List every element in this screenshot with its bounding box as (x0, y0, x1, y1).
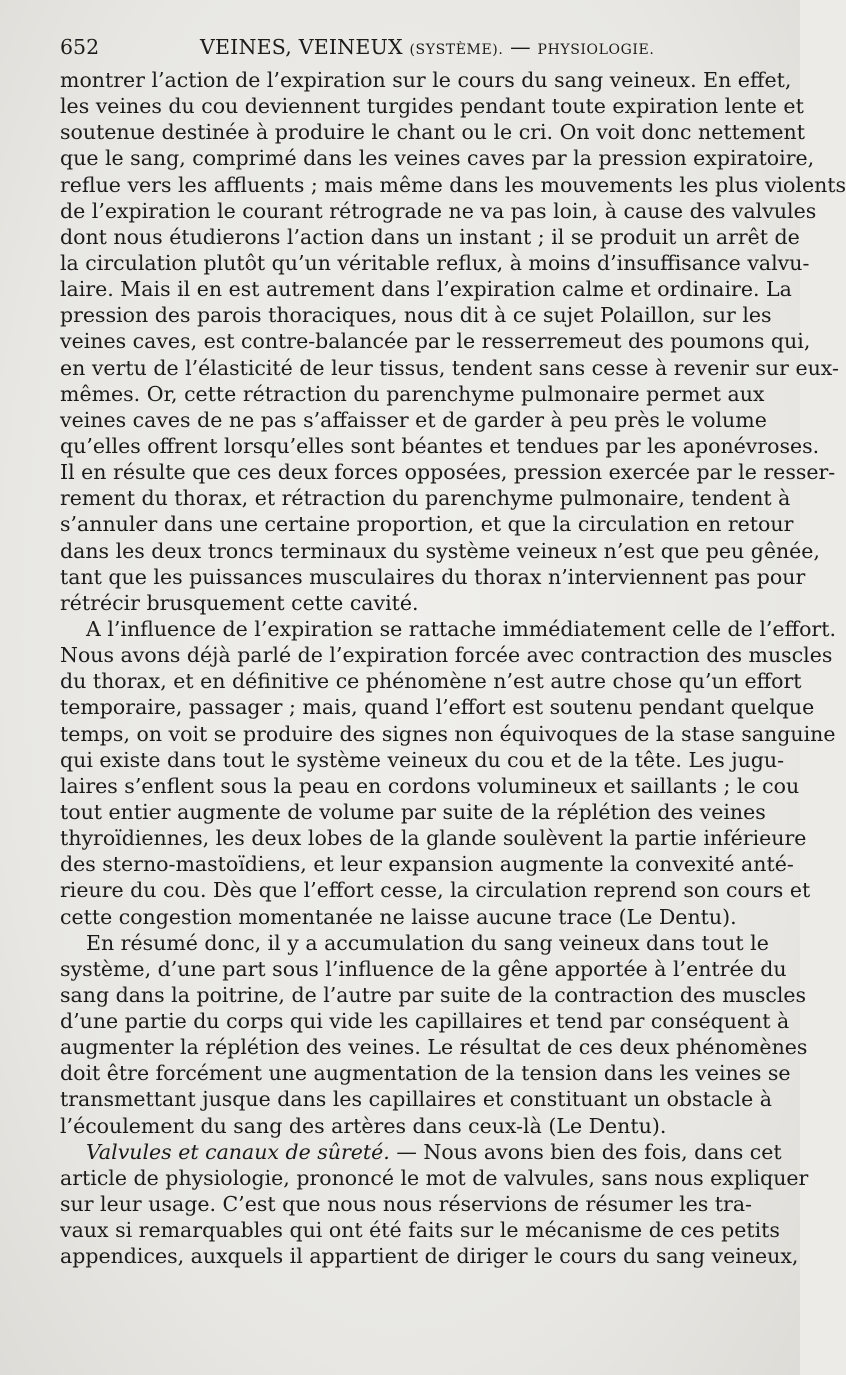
text-line: veines caves, est contre-balancée par le resserremeut des poumons qui, (60, 329, 811, 354)
text-line: la circulation plutôt qu’un véritable reflux, à moins d’insuffisance valvu- (60, 250, 810, 275)
text-line: Il en résulte que ces deux forces opposées, pression exercée par le resser- (60, 460, 836, 485)
running-head-title: VEINES, VEINEUX (200, 35, 403, 59)
text-line: du thorax, et en définitive ce phénomène n’est autre chose qu’un effort (60, 669, 802, 694)
running-head-section: PHYSIOLOGIE. (537, 42, 655, 58)
text-line: dans les deux troncs terminaux du système veineux n’est que peu gênée, (60, 538, 820, 563)
text-line: en vertu de l’élasticité de leur tissus, tendent sans cesse à revenir sur eux- (60, 355, 839, 380)
text-line: des sterno-mastoïdiens, et leur expansion augmente la convexité anté- (60, 852, 794, 877)
text-line: temps, on voit se produire des signes non équivoques de la stase sanguine (60, 721, 836, 746)
text-line: augmenter la réplétion des veines. Le résultat de ces deux phénomènes (60, 1035, 808, 1060)
page-header (60, 34, 760, 60)
text-line: rieure du cou. Dès que l’effort cesse, la circulation reprend son cours et (60, 878, 811, 903)
text-line: qu’elles offrent lorsqu’elles sont béantes et tendues par les aponévroses. (60, 433, 820, 458)
text-line: montrer l’action de l’expiration sur le cours du sang veineux. En effet, (60, 68, 792, 92)
text-line: qui existe dans tout le système veineux du cou et de la tête. Les jugu- (60, 747, 785, 772)
text-line: reflue vers les affluents ; mais même dans les mouvements les plus violents (60, 172, 846, 197)
text-line: — Nous avons bien des fois, dans cet (396, 1139, 782, 1164)
page-number: 652 (60, 35, 100, 59)
text-line: En résumé donc, il y a accumulation du sang veineux dans tout le (86, 930, 769, 955)
text-line: mêmes. Or, cette rétraction du parenchyme pulmonaire permet aux (60, 381, 765, 406)
text-line: article de physiologie, prononcé le mot de valvules, sans nous expliquer (60, 1165, 809, 1190)
text-line: veines caves de ne pas s’affaisser et de garder à peu près le volume (60, 407, 767, 432)
body-text (60, 67, 846, 1269)
text-line: s’annuler dans une certaine proportion, et que la circulation en retour (60, 512, 794, 537)
text-line: soutenue destinée à produire le chant ou le cri. On voit donc nettement (60, 120, 805, 145)
text-line: doit être forcément une augmentation de la tension dans les veines se (60, 1061, 791, 1086)
text-line: appendices, auxquels il appartient de diriger le cours du sang veineux, (60, 1244, 799, 1269)
subsection-line (60, 1139, 782, 1165)
text-line: Nous avons déjà parlé de l’expiration forcée avec contraction des muscles (60, 643, 833, 668)
text-line: dont nous étudierons l’action dans un instant ; il se produit un arrêt de (60, 224, 800, 249)
text-line: laire. Mais il en est autrement dans l’expiration calme et ordinaire. La (60, 277, 792, 302)
text-line: d’une partie du corps qui vide les capillaires et tend par conséquent à (60, 1009, 790, 1034)
text-line: rement du thorax, et rétraction du parenchyme pulmonaire, tendent à (60, 486, 791, 511)
text-line: que le sang, comprimé dans les veines caves par la pression expiratoire, (60, 146, 815, 171)
text-line: de l’expiration le courant rétrograde ne va pas loin, à cause des valvules (60, 198, 817, 223)
text-line: transmettant jusque dans les capillaires et constituant un obstacle à (60, 1087, 772, 1112)
text-line: les veines du cou deviennent turgides pendant toute expiration lente et (60, 94, 804, 119)
subsection-title: Valvules et canaux de sûreté. (86, 1139, 390, 1164)
text-line: sur leur usage. C’est que nous nous réservions de résumer les tra- (60, 1192, 752, 1217)
text-line: temporaire, passager ; mais, quand l’effort est soutenu pendant quelque (60, 695, 815, 720)
text-line: tant que les puissances musculaires du thorax n’interviennent pas pour (60, 564, 806, 589)
text-line: l’écoulement du sang des artères dans ceux-là (Le Dentu). (60, 1113, 667, 1138)
text-line: cette congestion momentanée ne laisse aucune trace (Le Dentu). (60, 904, 737, 929)
text-line: tout entier augmente de volume par suite de la réplétion des veines (60, 799, 766, 824)
running-head (200, 34, 654, 63)
running-head-dash: — (510, 35, 531, 59)
text-line: A l’influence de l’expiration se rattache immédiatement celle de l’effort. (86, 616, 836, 641)
text-line: rétrécir brusquement cette cavité. (60, 590, 419, 615)
text-line: pression des parois thoraciques, nous dit à ce sujet Polaillon, sur les (60, 303, 772, 328)
running-head-paren: (SYSTÈME). (409, 42, 504, 58)
text-line: laires s’enflent sous la peau en cordons volumineux et saillants ; le cou (60, 773, 800, 798)
text-line: sang dans la poitrine, de l’autre par suite de la contraction des muscles (60, 982, 807, 1007)
text-line: système, d’une part sous l’influence de la gêne apportée à l’entrée du (60, 956, 787, 981)
text-line: thyroïdiennes, les deux lobes de la glande soulèvent la partie inférieure (60, 826, 807, 851)
text-line: vaux si remarquables qui ont été faits sur le mécanisme de ces petits (60, 1218, 780, 1243)
